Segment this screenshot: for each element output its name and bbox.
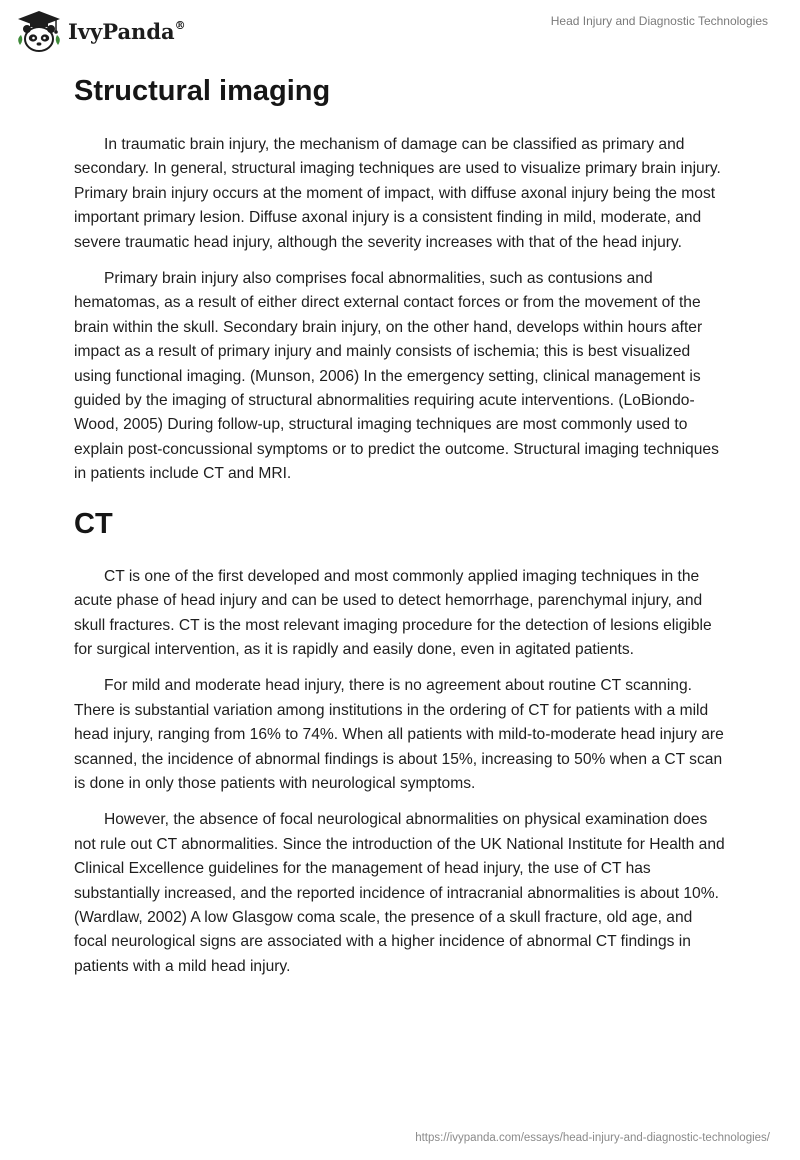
section-heading: Structural imaging — [74, 75, 331, 107]
paragraph: However, the absence of focal neurological abnormalities on physical examination does not rule out CT abnormalities. Since the introduction of the UK National Institute for Health and Clinical Excellence guidelines for the management of head injury, the use of CT has substantially increased, and the reported incidence of intracranial abnormalities is about 10%. (Wardlaw, 2002) A low Glasgow coma scale, the presence of a skull fracture, old age, and focal neurological signs are associated with a higher incidence of abnormal CT findings in patients with a mild head injury. — [74, 811, 725, 975]
document-title: Head Injury and Diagnostic Technologies — [550, 14, 768, 28]
section-heading: CT — [74, 507, 113, 540]
essay-content — [74, 72, 726, 979]
paragraph: CT is one of the first developed and most commonly applied imaging techniques in the acute phase of head injury and can be used to detect hemorrhage, parenchymal injury, and skull fractures. CT is the most relevant imaging procedure for the detection of lesions eligible for surgical intervention, as it is rapidly and easily done, even in agitated patients. — [74, 567, 712, 658]
page-header — [0, 0, 800, 64]
section-ct — [74, 505, 726, 980]
paragraph: For mild and moderate head injury, there is no agreement about routine CT scanning. There is substantial variation among institutions in the ordering of CT for patients with a mild head injury, ranging from 16% to 74%. When all patients with mild-to-moderate head injury are scanned, the incidence of abnormal findings is about 15%, increasing to 50% when a CT scan is done in only those patients with neurological symptoms. — [74, 677, 724, 792]
paragraph: Primary brain injury also comprises focal abnormalities, such as contusions and hematomas, as a result of either direct external contact forces or from the movement of the brain within the skull. Secondary brain injury, on the other hand, develops within hours after impact as a result of primary injury and mainly consists of ischemia; this is best visualized using functional imaging. (Munson, 2006) In the emergency setting, clinical management is guided by the imaging of structural abnormalities requiring acute interventions. (LoBiondo-Wood, 2005) During follow-up, structural imaging techniques are most commonly used to explain post-concussional symptoms or to predict the outcome. Structural imaging techniques in patients include CT and MRI. — [74, 270, 719, 483]
brand-name-text: IvyPanda — [68, 18, 175, 44]
brand-name — [68, 19, 186, 44]
paragraph: In traumatic brain injury, the mechanism of damage can be classified as primary and secondary. In general, structural imaging techniques are used to visualize primary brain injury. Primary brain injury occurs at the moment of impact, with diffuse axonal injury being the most important primary lesion. Diffuse axonal injury is a consistent finding in mild, moderate, and severe traumatic head injury, although the severity increases with that of the head injury. — [74, 136, 721, 251]
source-url-link[interactable]: https://ivypanda.com/essays/head-injury-and-diagnostic-technologies/ — [415, 1132, 770, 1144]
panda-graduate-icon — [16, 9, 62, 53]
brand-logo[interactable] — [16, 9, 186, 53]
registered-mark: ® — [174, 18, 186, 32]
section-structural-imaging — [74, 72, 726, 487]
